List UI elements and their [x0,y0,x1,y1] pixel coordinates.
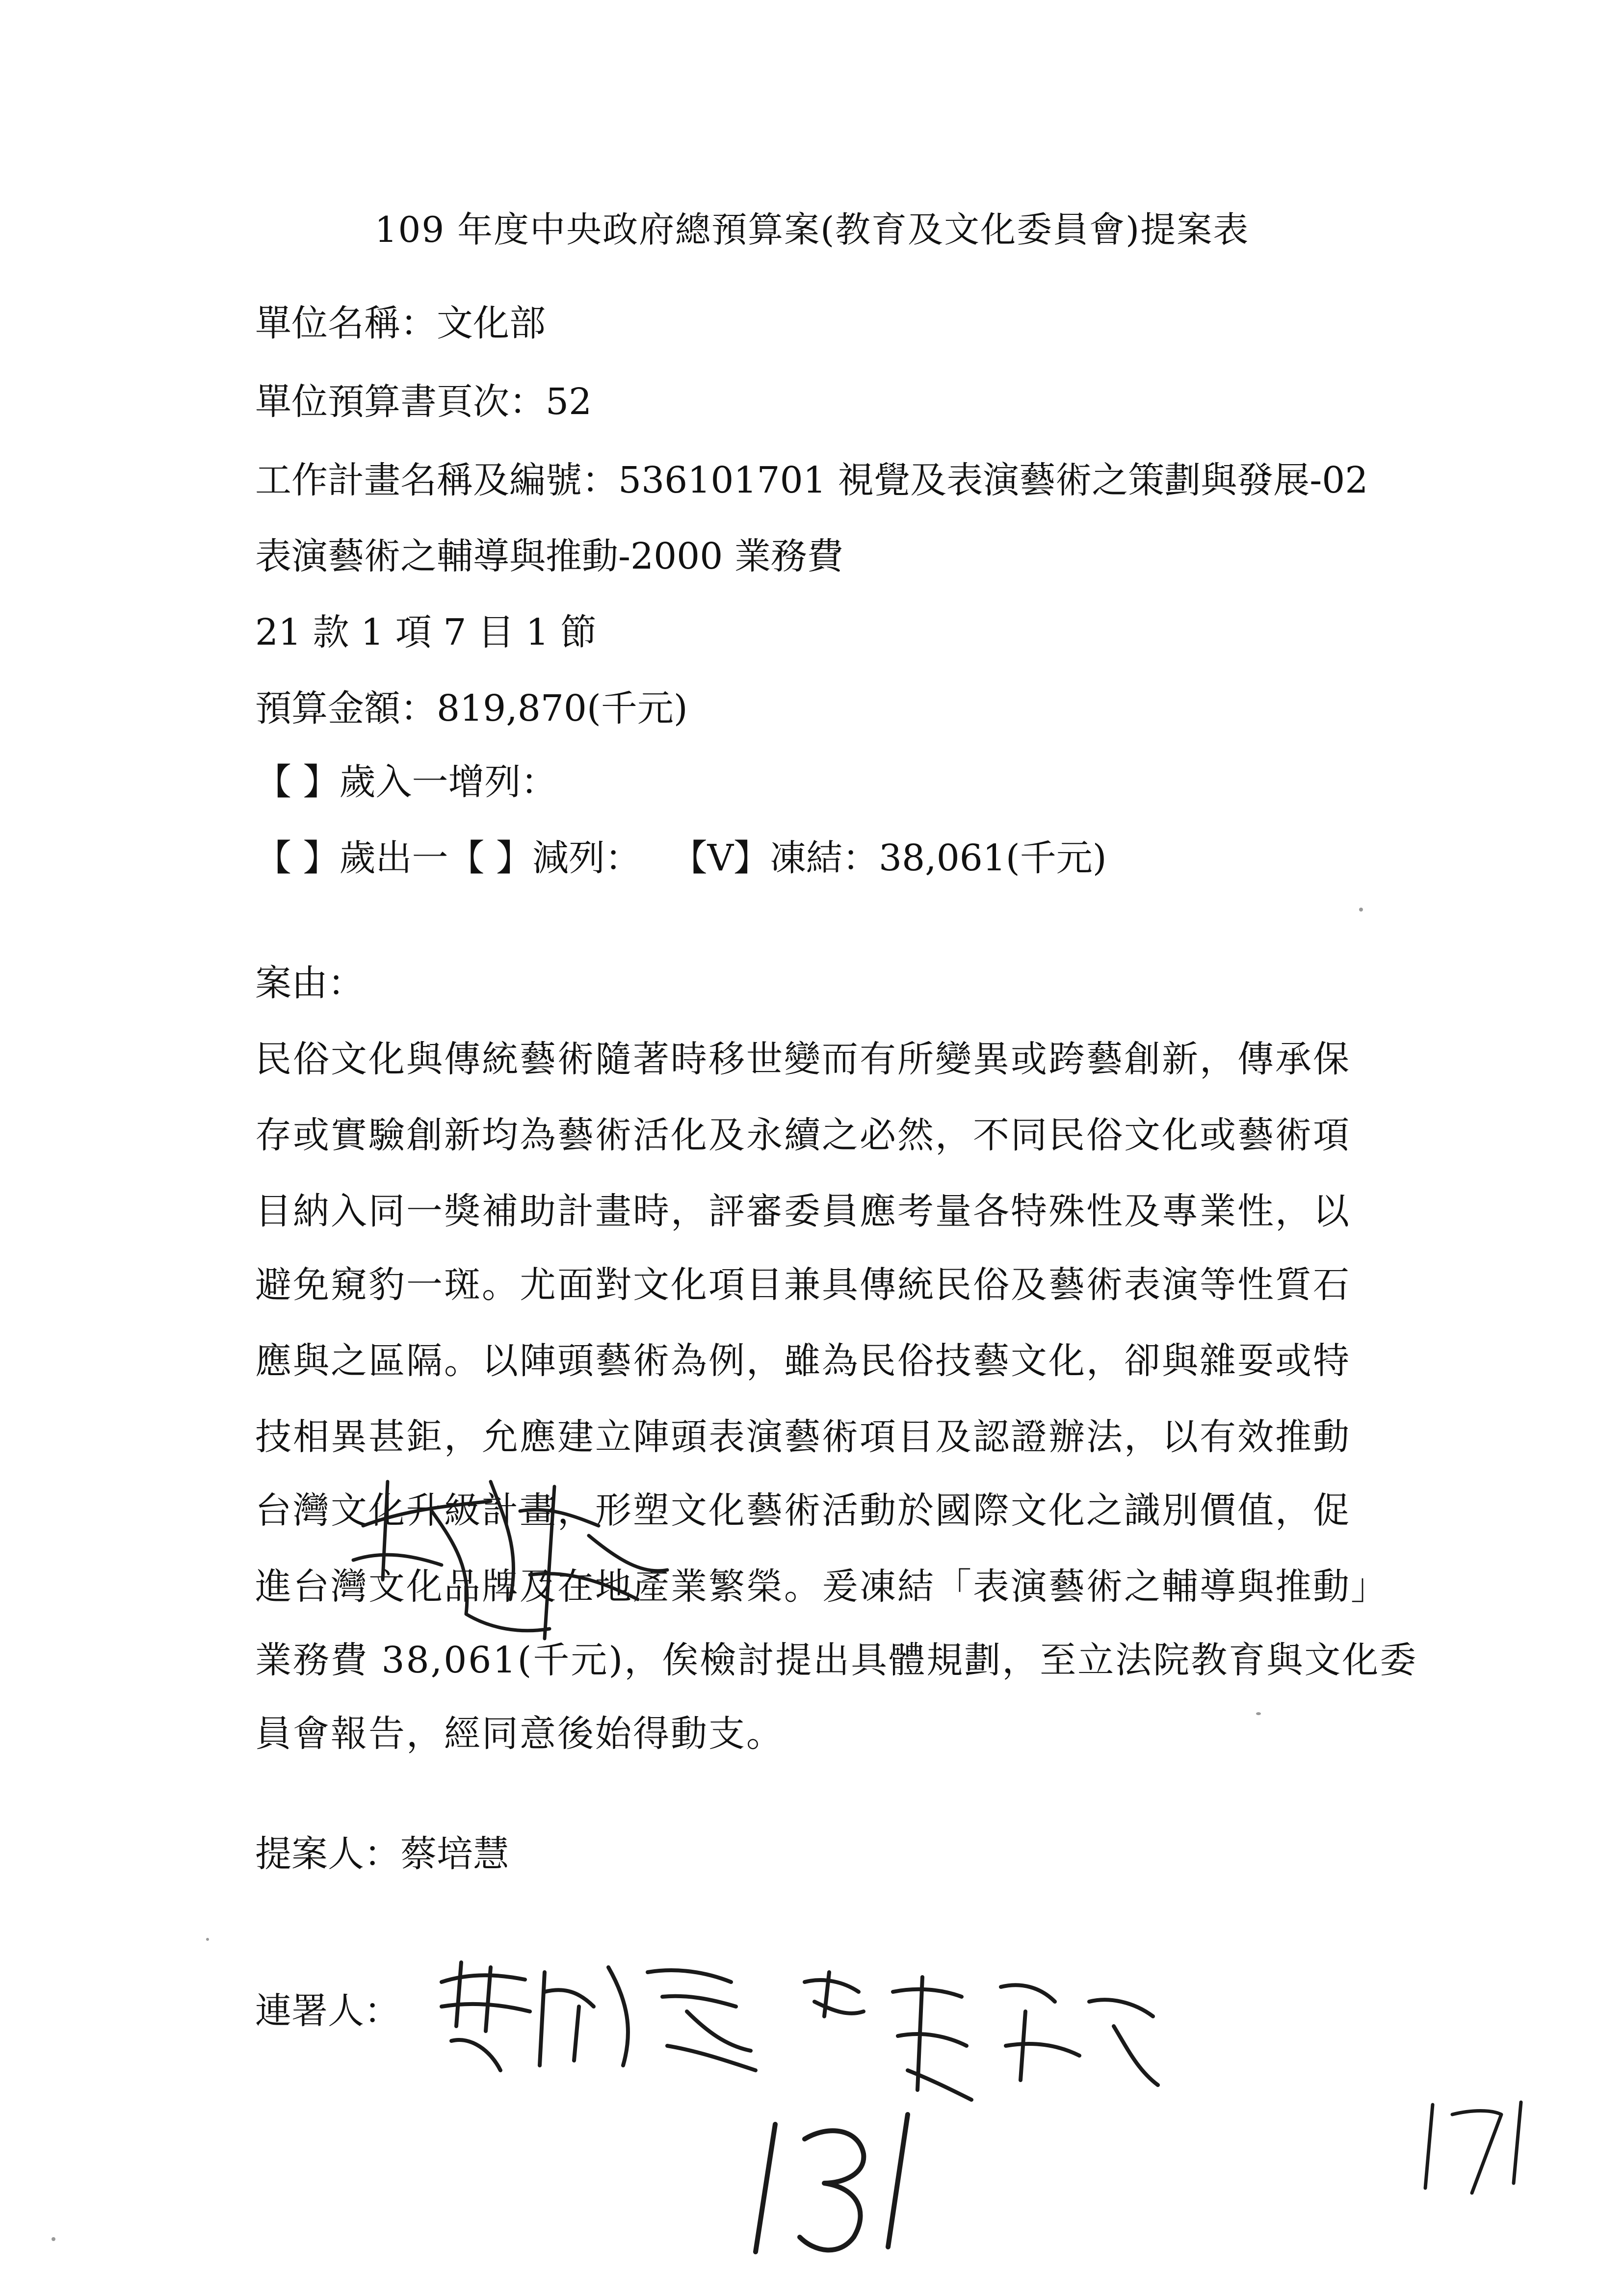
proposer-line: 提案人：蔡培慧 [255,1833,509,1875]
unit-name: 單位名稱：文化部 [255,302,546,344]
plan-line-2: 表演藝術之輔導與推動-2000 業務費 [255,535,843,577]
scan-speck [1256,1712,1261,1715]
section-line: 21 款 1 項 7 目 1 節 [255,611,597,653]
scan-speck [1359,908,1363,912]
handwritten-number-corner [1413,2095,1541,2208]
reason-line: 應與之區隔。以陣頭藝術為例，雖為民俗技藝文化，卻與雜耍或特 [255,1340,1351,1382]
scan-speck [52,2237,55,2241]
expense-freeze-line: 【 】歲出一【 】減列： 【V】凍結：38,061(千元) [255,837,1107,879]
budget-page: 單位預算書頁次：52 [255,381,592,423]
reason-line: 目納入同一獎補助計畫時，評審委員應考量各特殊性及專業性，以 [255,1190,1351,1232]
reason-line: 存或實驗創新均為藝術活化及永續之必然，不同民俗文化或藝術項 [255,1114,1351,1156]
plan-line-1: 工作計畫名稱及編號：536101701 視覺及表演藝術之策劃與發展-02 [255,459,1368,501]
reason-line: 進台灣文化品牌及在地產業繁榮。爰凍結「表演藝術之輔導與推動」 [255,1565,1388,1608]
reason-line: 業務費 38,061(千元)，俟檢討提出具體規劃，至立法院教育與文化委 [255,1639,1418,1681]
cosigner-signature-1 [432,1953,765,2080]
reason-line: 技相異甚鉅，允應建立陣頭表演藝術項目及認證辦法，以有效推動 [255,1416,1351,1458]
cosigner-label: 連署人： [255,1990,400,2032]
reason-line: 民俗文化與傳統藝術隨著時移世變而有所變異或跨藝創新，傳承保 [255,1038,1351,1080]
reason-line: 避免窺豹一斑。尤面對文化項目兼具傳統民俗及藝術表演等性質石 [255,1264,1351,1306]
handwritten-number-center [746,2105,952,2267]
scan-speck [206,1938,209,1941]
reason-line: 台灣文化升級計畫，形塑文化藝術活動於國際文化之識別價值，促 [255,1489,1351,1532]
revenue-line: 【 】歲入一增列： [255,761,557,803]
budget-amount: 預算金額：819,870(千元) [255,687,688,730]
proposer-signature-scribble [343,1452,687,1658]
document-title: 109 年度中央政府總預算案(教育及文化委員會)提案表 [374,209,1250,250]
cosigner-signature-2 [795,1962,1168,2119]
reason-label: 案由： [255,962,364,1004]
reason-line: 員會報告，經同意後始得動支。 [255,1713,784,1755]
